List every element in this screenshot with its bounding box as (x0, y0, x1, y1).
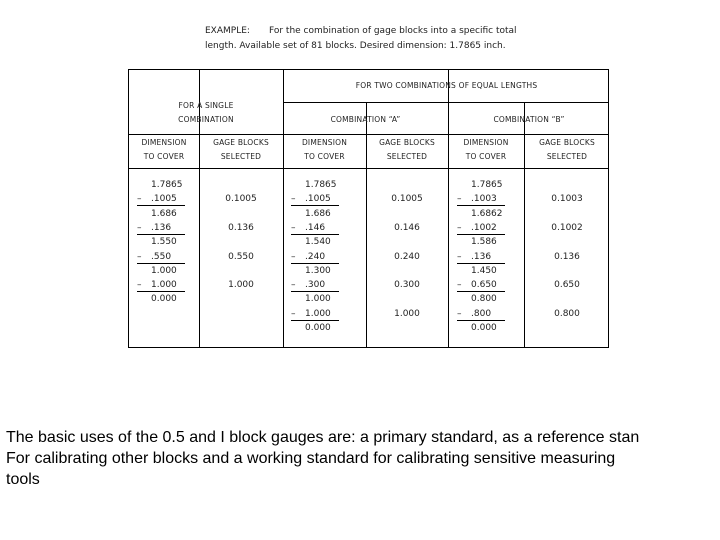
example-label: EXAMPLE: (205, 26, 250, 36)
gage-block-value: 0.240 (394, 251, 420, 262)
dimension-row (457, 178, 513, 192)
minus-sign: – (291, 308, 296, 319)
dimension-row (137, 292, 193, 306)
dimension-value: 1.540 (305, 237, 331, 248)
dimension-row (291, 207, 347, 221)
table-rule (283, 102, 608, 103)
gage-block-value: 0.146 (394, 222, 420, 233)
dimension-value: .1005 (151, 194, 177, 205)
minus-sign: – (457, 280, 462, 291)
dimension-value: .550 (151, 251, 172, 262)
dimension-value: .1003 (471, 194, 497, 205)
table-rule (129, 134, 608, 135)
header-line: FOR A SINGLE (178, 101, 234, 110)
header-line: TO COVER (465, 152, 507, 161)
dimension-value: 1.300 (305, 265, 331, 276)
caption-text (6, 427, 720, 490)
dimension-row (291, 278, 347, 292)
combination-b-header: COMBINATION “B” (493, 115, 565, 124)
col-header-gage (366, 136, 448, 164)
header-line: GAGE BLOCKS (539, 138, 595, 147)
minus-sign: – (457, 251, 462, 262)
header-line: TO COVER (143, 152, 185, 161)
minus-sign: – (291, 222, 296, 233)
minus-sign: – (291, 251, 296, 262)
dimension-value: .1002 (471, 222, 497, 233)
gage-block-value: 0.800 (554, 308, 580, 319)
dimension-row (291, 264, 347, 278)
dimension-row (457, 221, 513, 235)
dimension-row (457, 278, 513, 292)
dimension-value: 1.550 (151, 237, 177, 248)
gage-block-value: 0.300 (394, 280, 420, 291)
dimension-row (137, 250, 193, 264)
col-header-dimension (283, 136, 366, 164)
dimension-row (457, 264, 513, 278)
caption-line-3: tools (6, 471, 40, 488)
dimension-row (291, 250, 347, 264)
dimension-value: 1.000 (151, 265, 177, 276)
dimension-value: 1.000 (305, 308, 331, 319)
gage-block-value: 0.136 (554, 251, 580, 262)
minus-sign: – (137, 222, 142, 233)
dimension-value: 0.000 (151, 294, 177, 305)
col-header-gage (199, 136, 283, 164)
dimension-row (291, 221, 347, 235)
dimension-row (137, 207, 193, 221)
dimension-value: 0.000 (305, 323, 331, 333)
dimension-row (137, 235, 193, 249)
dimension-row (291, 292, 347, 306)
gage-block-value: 0.550 (228, 251, 254, 262)
minus-sign: – (137, 280, 142, 291)
gage-block-table (128, 69, 609, 348)
dimension-row (291, 307, 347, 321)
gage-block-value: 0.136 (228, 222, 254, 233)
example-line-2: length. Available set of 81 blocks. Desired dimension: 1.7865 inch. (205, 41, 506, 51)
dimension-row (457, 321, 513, 335)
gage-block-value: 1.000 (228, 280, 254, 291)
gage-block-value: 1.000 (394, 308, 420, 319)
gage-block-value: 0.1002 (551, 222, 583, 233)
caption-line-2: For calibrating other blocks and a working standard for calibrating sensitive measuring (6, 450, 616, 467)
dimension-value: .300 (305, 280, 326, 291)
dimension-row (457, 292, 513, 306)
dimension-value: 1.586 (471, 237, 497, 248)
dimension-value: .136 (471, 251, 492, 262)
dimension-row (457, 192, 513, 206)
dimension-value: 1.000 (151, 280, 177, 291)
dimension-row (291, 178, 347, 192)
col-header-dimension (448, 136, 524, 164)
dimension-value: 1.450 (471, 265, 497, 276)
example-line-1 (205, 24, 545, 39)
col-header-dimension (129, 136, 199, 164)
dimension-value: 1.686 (151, 208, 177, 219)
minus-sign: – (291, 194, 296, 205)
gage-block-value: 0.1003 (551, 194, 583, 205)
minus-sign: – (291, 280, 296, 291)
header-line: DIMENSION (463, 138, 509, 147)
dimension-value: 1.7865 (471, 180, 503, 190)
dimension-value: .136 (151, 222, 172, 233)
dimension-row (457, 307, 513, 321)
dimension-row (291, 235, 347, 249)
dimension-value: 1.686 (305, 208, 331, 219)
dimension-row (457, 235, 513, 249)
minus-sign: – (457, 308, 462, 319)
header-line: SELECTED (386, 152, 428, 161)
header-line: GAGE BLOCKS (213, 138, 269, 147)
dimension-row (137, 221, 193, 235)
header-line: SELECTED (220, 152, 262, 161)
gage-block-value: 0.1005 (391, 194, 423, 205)
dimension-value: .1005 (305, 194, 331, 205)
single-combination-header (129, 99, 283, 127)
header-line: TO COVER (304, 152, 345, 161)
dimension-value: 1.7865 (305, 180, 337, 190)
dimension-value: .146 (305, 222, 326, 233)
header-line: COMBINATION (178, 115, 234, 124)
dimension-value: 0.650 (471, 280, 497, 291)
minus-sign: – (137, 194, 142, 205)
col-header-gage (524, 136, 610, 164)
gage-block-value: 0.650 (554, 280, 580, 291)
dimension-row (291, 192, 347, 206)
dimension-value: 0.800 (471, 294, 497, 305)
table-rule (129, 168, 608, 169)
minus-sign: – (137, 251, 142, 262)
dimension-value: 1.000 (305, 294, 331, 305)
dimension-row (137, 192, 193, 206)
dimension-row (137, 178, 193, 192)
table-divider (448, 70, 449, 347)
minus-sign: – (457, 194, 462, 205)
dimension-row (457, 250, 513, 264)
gage-block-value: 0.1005 (225, 194, 257, 205)
example-line-1-text: For the combination of gage blocks into a specific total (269, 26, 517, 36)
dimension-value: 1.7865 (151, 180, 183, 190)
dimension-row (137, 264, 193, 278)
header-line: GAGE BLOCKS (379, 138, 435, 147)
table-divider (283, 70, 284, 347)
dimension-row (137, 278, 193, 292)
dimension-value: .240 (305, 251, 326, 262)
dimension-value: 1.6862 (471, 208, 503, 219)
caption-line-1: The basic uses of the 0.5 and I block gauges are: a primary standard, as a reference stan (6, 429, 640, 446)
minus-sign: – (457, 222, 462, 233)
header-line: DIMENSION (141, 138, 187, 147)
header-line: SELECTED (546, 152, 588, 161)
dimension-value: .800 (471, 308, 492, 319)
example-text (205, 24, 545, 54)
dimension-row (291, 321, 347, 335)
dimension-value: 0.000 (471, 323, 497, 333)
two-combinations-header: FOR TWO COMBINATIONS OF EQUAL LENGTHS (355, 81, 538, 90)
combination-a-header: COMBINATION “A” (330, 115, 401, 124)
header-line: DIMENSION (301, 138, 348, 147)
dimension-row (457, 207, 513, 221)
